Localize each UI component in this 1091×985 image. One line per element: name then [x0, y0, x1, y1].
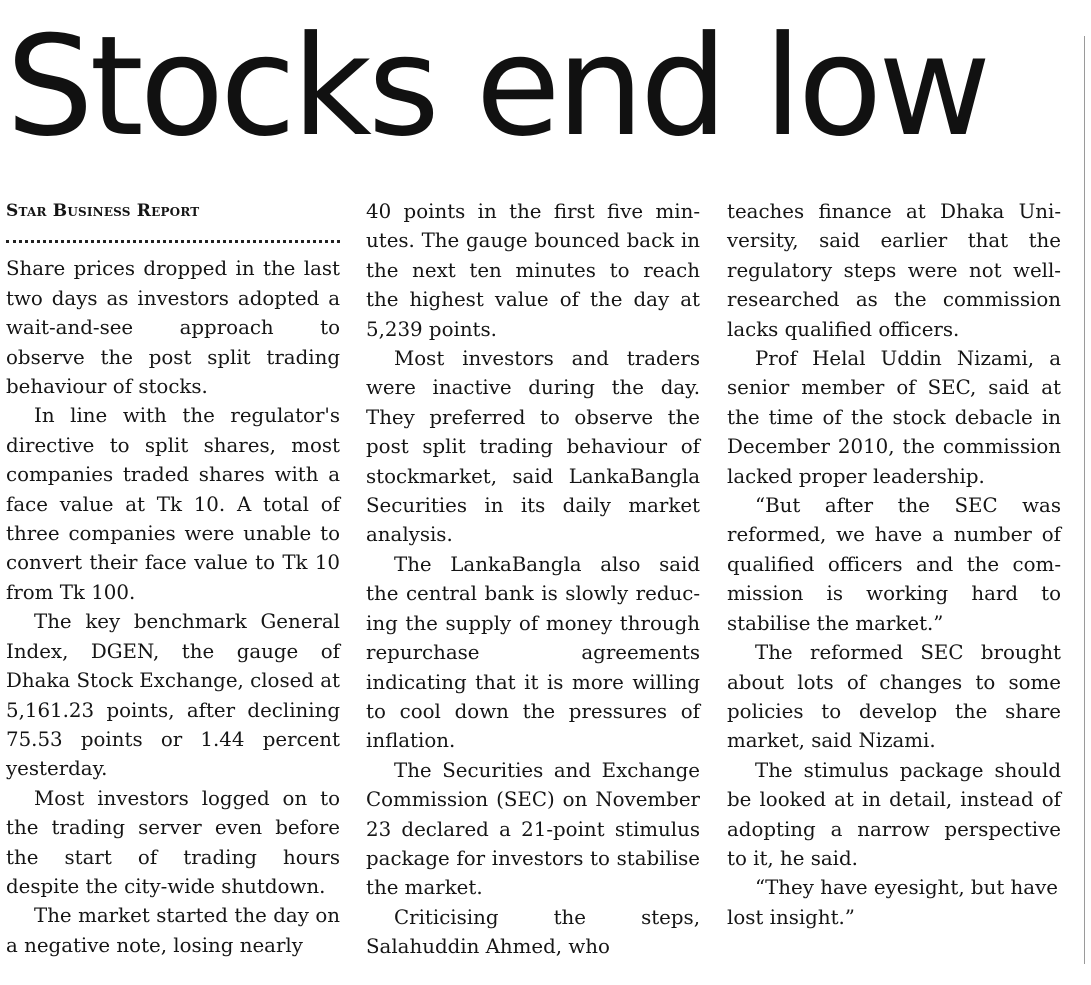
paragraph: The key benchmark General Index, DGEN, the gauge of Dhaka Stock Exchange, closed at 5,161.23 points, after declining 75.53 points or 1.44 percent yesterday.	[6, 610, 340, 781]
article-column-1	[6, 197, 340, 960]
paragraph: The stimulus package should be looked at in detail, instead of adopting a narrow perspective to it, he said.	[727, 758, 1061, 870]
paragraph: The reformed SEC brought about lots of changes to some policies to develop the share market, said Nizami.	[727, 641, 1061, 753]
dotted-divider	[6, 240, 340, 243]
paragraph: The Securities and Exchange Commission (SEC) on November 23 declared a 21-point stimulus package for investors to stabilise the market.	[366, 758, 700, 900]
paragraph: The market started the day on a negative note, losing nearly	[6, 904, 340, 957]
paragraph: teaches finance at Dhaka University, said earlier that the regulatory steps were not well-researched as the commission lacks qualified officers.	[727, 200, 1061, 341]
headline: Stocks end low	[6, 6, 988, 167]
paragraph: Share prices dropped in the last two days as investors adopted a wait-and-see approach to observe the post split trading behaviour of stocks.	[6, 257, 340, 399]
byline: Star Business Report	[6, 201, 200, 221]
column-rule	[1084, 36, 1085, 964]
paragraph: “They have eyesight, but have lost insight.”	[727, 876, 1058, 929]
paragraph: Most investors logged on to the trading server even before the start of trading hours despite the city-wide shutdown.	[6, 786, 340, 898]
paragraph: 40 points in the first five minutes. The gauge bounced back in the next ten minutes to reach the highest value of the day at 5,239 points.	[366, 200, 700, 341]
paragraph: The LankaBangla also said the central bank is slowly reducing the supply of money through repurchase agreements indicating that it is more willing to cool down the pressures of inflation.	[366, 552, 700, 753]
article-column-2	[366, 197, 700, 962]
paragraph: Most investors and traders were inactive during the day. They preferred to observe the post split trading behaviour of stockmarket, said LankaBangla Securities in its daily market analysis.	[366, 347, 700, 547]
paragraph: Criticising the steps, Salahuddin Ahmed, who	[366, 905, 700, 959]
paragraph: Prof Helal Uddin Nizami, a senior member of SEC, said at the time of the stock debacle in December 2010, the commission lacked proper leadership.	[727, 347, 1061, 488]
paragraph: In line with the regulator's directive to split shares, most companies traded shares with a face value at Tk 10. A total of three companies were unable to convert their face value to Tk 10 from Tk 100.	[6, 404, 340, 604]
paragraph: “But after the SEC was reformed, we have a number of qualified officers and the commission is working hard to stabilise the market.”	[727, 494, 1061, 635]
article-column-3	[727, 197, 1061, 932]
